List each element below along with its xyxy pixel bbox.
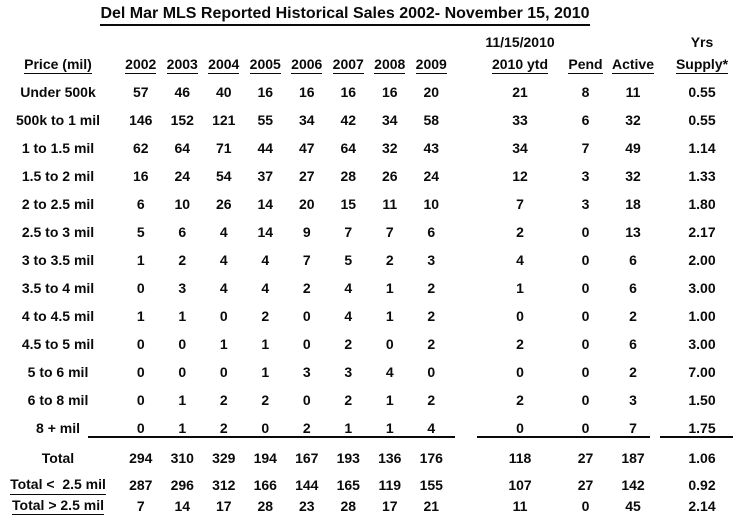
year-sales-value: 287 — [129, 477, 153, 494]
year-sales-value: 0 — [136, 280, 145, 297]
year-sales-value: 14 — [257, 224, 274, 241]
table-row — [2, 191, 736, 219]
year-sales-value: 3 — [344, 364, 353, 381]
year-sales-value: 23 — [298, 497, 315, 514]
table-body — [2, 79, 736, 515]
year-sales-value: 16 — [298, 84, 315, 101]
price-range-label: Total — [41, 450, 75, 467]
year-sales-value: 2 — [344, 392, 353, 409]
year-sales-value: 11 — [382, 196, 398, 213]
year-sales-value: 6 — [136, 196, 145, 213]
sum-rule-years — [88, 436, 455, 438]
year-sales-value: 43 — [423, 140, 440, 157]
year-column-header-2006 — [286, 57, 328, 74]
active-value: 49 — [625, 140, 641, 157]
year-sales-value: 310 — [170, 450, 194, 467]
years-supply-value: 2.14 — [688, 497, 716, 514]
year-sales-value: 4 — [344, 308, 353, 325]
years-supply-value: 1.00 — [688, 308, 716, 325]
years-supply-value: 0.92 — [688, 477, 716, 494]
pend-column-header — [564, 57, 607, 74]
year-sales-value: 1 — [219, 336, 228, 353]
year-sales-value: 5 — [136, 224, 145, 241]
pending-value: 27 — [577, 477, 594, 494]
year-sales-value: 7 — [385, 224, 394, 241]
price-range-label-text: Total < 2.5 mil — [10, 477, 106, 494]
year-column-header-2003 — [162, 57, 204, 74]
year-sales-value: 2 — [344, 336, 353, 353]
pending-value: 3 — [581, 196, 590, 213]
pending-value: 3 — [581, 168, 590, 185]
year-sales-value: 6 — [427, 224, 436, 241]
price-range-label: 4 to 4.5 mil — [21, 308, 95, 325]
year-sales-value: 0 — [136, 420, 145, 437]
active-value: 2 — [629, 308, 637, 325]
year-sales-value: 4 — [261, 252, 270, 269]
table-row — [2, 415, 736, 443]
active-value: 142 — [621, 477, 645, 494]
table-row — [2, 331, 736, 359]
year-sales-value: 9 — [302, 224, 311, 241]
year-sales-value: 3 — [178, 280, 187, 297]
year-sales-value: 54 — [215, 168, 232, 185]
year-sales-value: 146 — [129, 112, 153, 129]
years-supply-value: 1.06 — [688, 450, 716, 467]
price-column-header — [2, 57, 114, 74]
active-value: 32 — [625, 168, 641, 185]
year-sales-value: 2 — [302, 280, 311, 297]
table-row — [2, 359, 736, 387]
price-range-label: 6 to 8 mil — [27, 392, 89, 409]
ytd-sales-value: 0 — [516, 308, 524, 325]
year-sales-value: 0 — [302, 336, 311, 353]
year-sales-value: 0 — [385, 336, 394, 353]
year-sales-value: 64 — [340, 140, 357, 157]
year-sales-value: 6 — [178, 224, 187, 241]
ytd-sales-value: 33 — [512, 112, 528, 129]
ytd-sales-value: 118 — [508, 450, 532, 467]
year-sales-value: 3 — [427, 252, 436, 269]
year-sales-value: 28 — [340, 497, 357, 514]
price-range-label: 1 to 1.5 mil — [21, 140, 95, 157]
year-sales-value: 0 — [178, 364, 187, 381]
year-sales-value: 47 — [298, 140, 315, 157]
year-column-header-2004 — [203, 57, 245, 74]
active-value: 45 — [625, 497, 641, 514]
supply-column-header-text: Supply* — [676, 57, 728, 74]
years-supply-value: 1.75 — [688, 420, 716, 437]
year-sales-value: 0 — [178, 336, 187, 353]
years-supply-value: 2.00 — [688, 252, 716, 269]
year-2009-text: 2009 — [416, 57, 447, 74]
year-sales-value: 1 — [136, 252, 145, 269]
price-range-label: 2.5 to 3 mil — [21, 224, 95, 241]
price-range-label: 1.5 to 2 mil — [21, 168, 95, 185]
year-sales-value: 329 — [212, 450, 236, 467]
year-sales-value: 14 — [257, 196, 274, 213]
sum-rule-current — [477, 436, 650, 438]
year-sales-value: 34 — [298, 112, 315, 129]
active-value: 2 — [629, 364, 637, 381]
year-sales-value: 2 — [219, 392, 228, 409]
ytd-sales-value: 34 — [512, 140, 528, 157]
year-sales-value: 10 — [423, 196, 440, 213]
year-sales-value: 2 — [385, 252, 394, 269]
year-sales-value: 2 — [261, 308, 270, 325]
year-sales-value: 4 — [219, 252, 228, 269]
year-sales-value: 312 — [212, 477, 236, 494]
year-sales-value: 17 — [381, 497, 398, 514]
year-sales-value: 16 — [132, 168, 149, 185]
year-sales-value: 136 — [378, 450, 402, 467]
year-sales-value: 1 — [385, 420, 394, 437]
supply-column-header — [668, 57, 736, 74]
ytd-sales-value: 21 — [512, 84, 528, 101]
price-range-label: 500k to 1 mil — [15, 112, 101, 129]
table-row — [2, 135, 736, 163]
ytd-sales-value: 107 — [508, 477, 532, 494]
year-sales-value: 26 — [381, 168, 398, 185]
active-value: 6 — [629, 280, 637, 297]
table-row — [2, 79, 736, 107]
years-supply-value: 3.00 — [688, 280, 716, 297]
year-sales-value: 7 — [302, 252, 311, 269]
year-sales-value: 28 — [257, 497, 274, 514]
year-sales-value: 46 — [174, 84, 191, 101]
year-sales-value: 7 — [136, 497, 145, 514]
ytd-column-header-text: 2010 ytd — [492, 57, 548, 74]
active-value: 13 — [625, 224, 641, 241]
years-supply-value: 1.80 — [688, 196, 716, 213]
year-sales-value: 44 — [257, 140, 274, 157]
year-sales-value: 2 — [219, 420, 228, 437]
year-2008-text: 2008 — [374, 57, 405, 74]
active-value: 18 — [625, 196, 641, 213]
year-sales-value: 2 — [261, 392, 270, 409]
pending-value: 0 — [581, 336, 590, 353]
price-range-label: 3.5 to 4 mil — [21, 280, 95, 297]
year-column-header-2008 — [369, 57, 411, 74]
active-value: 3 — [629, 392, 637, 409]
year-sales-value: 4 — [427, 420, 436, 437]
table-row — [2, 107, 736, 135]
price-range-label-text: Total > 2.5 mil — [12, 498, 104, 515]
year-sales-value: 1 — [344, 420, 353, 437]
year-sales-value: 16 — [340, 84, 357, 101]
year-sales-value: 16 — [381, 84, 398, 101]
ytd-sales-value: 2 — [516, 392, 524, 409]
price-range-label: 5 to 6 mil — [27, 364, 89, 381]
year-sales-value: 152 — [170, 112, 194, 129]
year-column-header-2002 — [120, 57, 162, 74]
year-sales-value: 1 — [261, 364, 270, 381]
year-sales-value: 4 — [344, 280, 353, 297]
ytd-sales-value: 12 — [512, 168, 528, 185]
report-title — [0, 5, 690, 26]
year-sales-value: 42 — [340, 112, 357, 129]
year-sales-value: 4 — [219, 280, 228, 297]
year-sales-value: 1 — [385, 392, 394, 409]
year-sales-value: 0 — [136, 336, 145, 353]
year-sales-value: 1 — [178, 392, 187, 409]
active-value: 6 — [629, 252, 637, 269]
years-supply-value: 3.00 — [688, 336, 716, 353]
year-sales-value: 2 — [427, 280, 436, 297]
ytd-sales-value: 2 — [516, 336, 524, 353]
year-sales-value: 17 — [215, 497, 232, 514]
year-sales-value: 4 — [385, 364, 394, 381]
year-sales-value: 0 — [219, 308, 228, 325]
year-sales-value: 34 — [381, 112, 398, 129]
year-sales-value: 26 — [215, 196, 232, 213]
ytd-column-header — [476, 57, 564, 74]
years-supply-value: 1.14 — [688, 140, 716, 157]
ytd-sales-value: 1 — [516, 280, 524, 297]
year-sales-value: 3 — [302, 364, 311, 381]
year-column-header-2005 — [245, 57, 287, 74]
year-sales-value: 193 — [336, 450, 360, 467]
price-range-label: Under 500k — [20, 84, 96, 101]
report-title-text: Del Mar MLS Reported Historical Sales 2002- November 15, 2010 — [100, 5, 589, 26]
year-2002-text: 2002 — [125, 57, 156, 74]
years-supply-value: 0.55 — [688, 112, 716, 129]
years-supply-value: 1.33 — [688, 168, 716, 185]
pending-value: 8 — [581, 84, 590, 101]
year-sales-value: 165 — [336, 477, 360, 494]
year-sales-value: 0 — [302, 392, 311, 409]
pending-value: 0 — [581, 497, 590, 514]
pending-value: 0 — [581, 252, 590, 269]
year-sales-value: 40 — [215, 84, 232, 101]
year-2003-text: 2003 — [167, 57, 198, 74]
year-2004-text: 2004 — [208, 57, 239, 74]
price-range-label: 3 to 3.5 mil — [21, 252, 95, 269]
pending-value: 0 — [581, 420, 590, 437]
year-sales-value: 167 — [295, 450, 319, 467]
ytd-sales-value: 0 — [516, 420, 524, 437]
year-sales-value: 7 — [344, 224, 353, 241]
year-sales-value: 1 — [136, 308, 145, 325]
year-sales-value: 194 — [253, 450, 277, 467]
year-sales-value: 58 — [423, 112, 440, 129]
years-supply-value: 0.55 — [688, 84, 716, 101]
header-date-row — [2, 34, 736, 52]
pending-value: 0 — [581, 224, 590, 241]
sum-rule-supply — [660, 436, 733, 438]
year-sales-value: 20 — [423, 84, 440, 101]
year-sales-value: 0 — [261, 420, 270, 437]
table-row — [2, 219, 736, 247]
year-sales-value: 176 — [419, 450, 443, 467]
year-sales-value: 0 — [136, 392, 145, 409]
active-column-header-text: Active — [612, 57, 654, 74]
pending-value: 0 — [581, 280, 590, 297]
year-sales-value: 16 — [257, 84, 274, 101]
year-sales-value: 296 — [170, 477, 194, 494]
year-sales-value: 14 — [174, 497, 191, 514]
year-sales-value: 2 — [302, 420, 311, 437]
year-sales-value: 1 — [385, 308, 394, 325]
year-sales-value: 20 — [298, 196, 315, 213]
year-sales-value: 37 — [257, 168, 274, 185]
year-sales-value: 10 — [174, 196, 191, 213]
year-sales-value: 0 — [427, 364, 436, 381]
year-sales-value: 15 — [340, 196, 357, 213]
year-sales-value: 0 — [219, 364, 228, 381]
active-value: 6 — [629, 336, 637, 353]
year-sales-value: 1 — [261, 336, 270, 353]
year-sales-value: 155 — [419, 477, 443, 494]
year-sales-value: 2 — [178, 252, 187, 269]
price-column-header-text: Price (mil) — [24, 57, 92, 74]
year-sales-value: 121 — [212, 112, 236, 129]
year-sales-value: 5 — [344, 252, 353, 269]
year-2005-text: 2005 — [250, 57, 281, 74]
year-sales-value: 1 — [385, 280, 394, 297]
pending-value: 0 — [581, 364, 590, 381]
year-sales-value: 144 — [295, 477, 319, 494]
year-sales-value: 294 — [129, 450, 153, 467]
year-sales-value: 27 — [298, 168, 315, 185]
year-sales-value: 32 — [381, 140, 398, 157]
sales-table — [2, 34, 736, 515]
year-sales-value: 4 — [261, 280, 270, 297]
pending-value: 0 — [581, 308, 590, 325]
year-sales-value: 0 — [136, 364, 145, 381]
year-sales-value: 1 — [178, 308, 187, 325]
ytd-sales-value: 2 — [516, 224, 524, 241]
price-range-label — [2, 477, 114, 494]
years-supply-value: 1.50 — [688, 392, 716, 409]
table-row — [2, 163, 736, 191]
year-sales-value: 0 — [302, 308, 311, 325]
year-sales-value: 57 — [132, 84, 149, 101]
pending-value: 0 — [581, 392, 590, 409]
year-sales-value: 1 — [178, 420, 187, 437]
table-row — [2, 275, 736, 303]
active-value: 11 — [625, 84, 641, 101]
active-column-header — [607, 57, 659, 74]
year-column-header-2009 — [411, 57, 453, 74]
yrs-label: Yrs — [690, 34, 714, 51]
year-sales-value: 55 — [257, 112, 274, 129]
subtotal-under-2-5-row — [2, 475, 736, 497]
table-row — [2, 303, 736, 331]
price-range-label — [2, 498, 114, 515]
year-sales-value: 28 — [340, 168, 357, 185]
year-2006-text: 2006 — [291, 57, 322, 74]
subtotal-over-2-5-row — [2, 497, 736, 515]
active-value: 7 — [629, 420, 637, 437]
ytd-sales-value: 11 — [512, 497, 528, 514]
ytd-sales-value: 7 — [516, 196, 524, 213]
year-sales-value: 2 — [427, 308, 436, 325]
pending-value: 7 — [581, 140, 590, 157]
total-row — [2, 443, 736, 475]
year-sales-value: 64 — [174, 140, 191, 157]
year-sales-value: 2 — [427, 392, 436, 409]
years-supply-value: 2.17 — [688, 224, 716, 241]
year-sales-value: 4 — [219, 224, 228, 241]
pending-value: 27 — [577, 450, 594, 467]
ytd-sales-value: 4 — [516, 252, 524, 269]
price-range-label: 4.5 to 5 mil — [21, 336, 95, 353]
year-sales-value: 2 — [427, 336, 436, 353]
pending-value: 6 — [581, 112, 590, 129]
ytd-date-label: 11/15/2010 — [485, 34, 555, 51]
header-row — [2, 52, 736, 79]
pend-column-header-text: Pend — [568, 57, 602, 74]
year-sales-value: 62 — [132, 140, 149, 157]
year-column-header-2007 — [328, 57, 370, 74]
price-range-label: 8 + mil — [36, 420, 80, 437]
table-row — [2, 387, 736, 415]
table-row — [2, 247, 736, 275]
year-sales-value: 24 — [423, 168, 440, 185]
year-sales-value: 119 — [378, 477, 402, 494]
year-sales-value: 21 — [423, 497, 440, 514]
years-supply-value: 7.00 — [688, 364, 716, 381]
price-range-label: 2 to 2.5 mil — [21, 196, 95, 213]
year-sales-value: 71 — [215, 140, 232, 157]
ytd-sales-value: 0 — [516, 364, 524, 381]
active-value: 187 — [621, 450, 645, 467]
year-2007-text: 2007 — [333, 57, 364, 74]
year-sales-value: 24 — [174, 168, 191, 185]
year-sales-value: 166 — [253, 477, 277, 494]
active-value: 32 — [625, 112, 641, 129]
